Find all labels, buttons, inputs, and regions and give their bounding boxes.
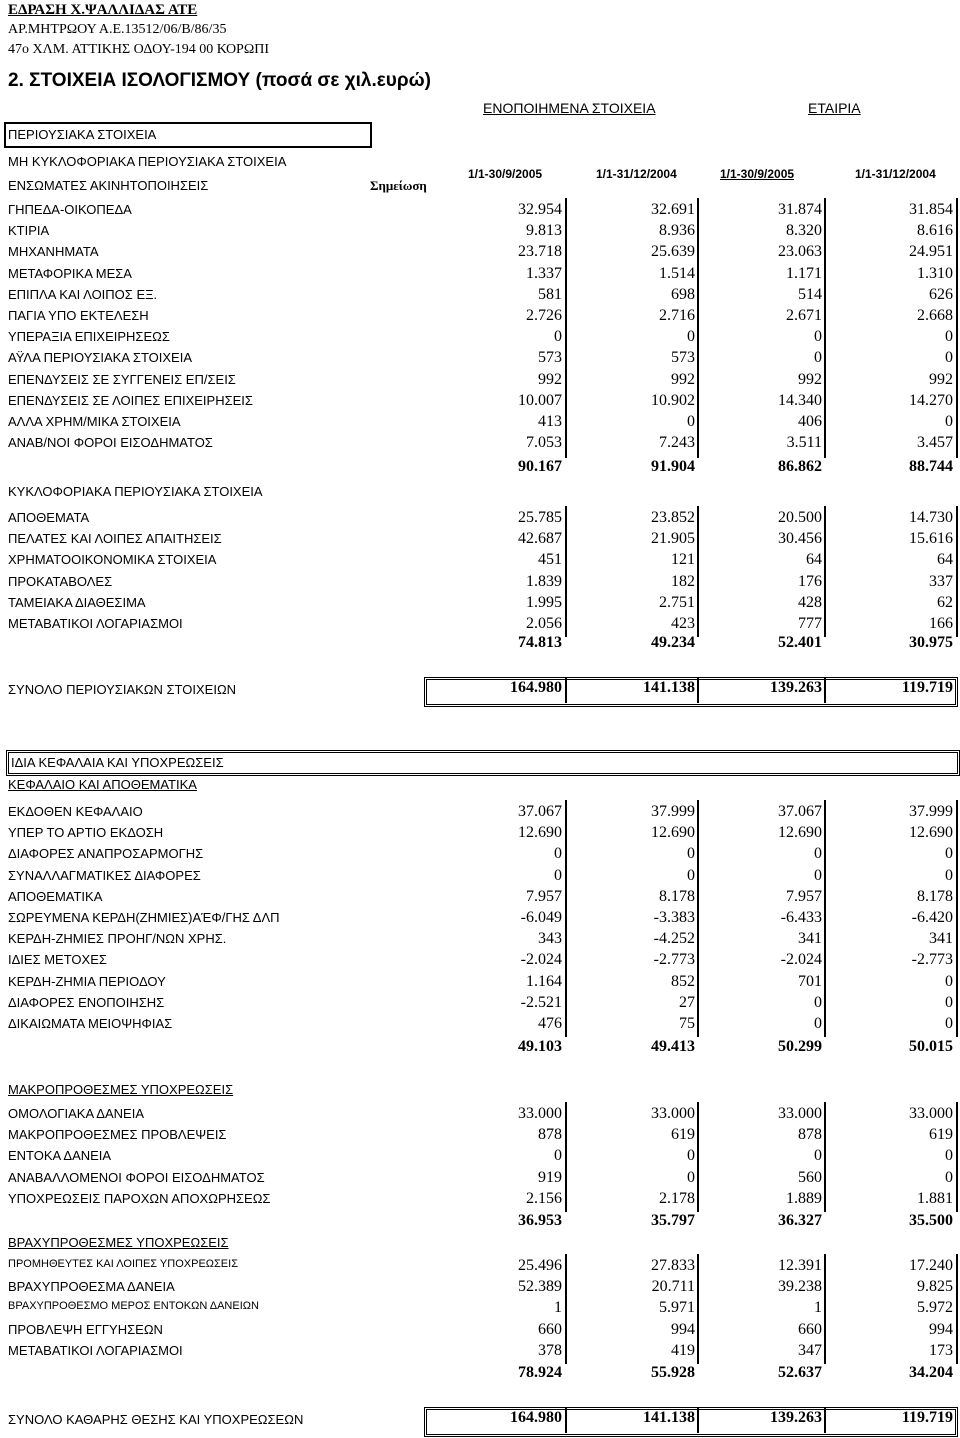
row-label: ΑΠΟΘΕΜΑΤΙΚΑ [8,888,103,904]
total-equity-liabilities-col-1: 164.980 [510,1409,562,1426]
column-divider [565,1408,567,1433]
row-value-col-2: 0 [687,845,695,863]
row-value-col-4: 626 [929,285,953,303]
row-label: ΤΑΜΕΙΑΚΑ ΔΙΑΘΕΣΙΜΑ [8,594,146,610]
row-value-col-4: 1.881 [917,1189,953,1207]
column-divider [565,678,567,703]
row-label: ΜΗΧΑΝΗΜΑΤΑ [8,244,99,260]
row-value-col-1: 451 [538,551,562,569]
row-value-col-4: 62 [937,593,953,611]
column-divider [697,506,699,637]
row-value-col-3: 777 [798,615,822,632]
row-value-col-1: 0 [554,845,562,863]
row-label: ΕΝΤΟΚΑ ΔΑΝΕΙΑ [8,1148,112,1164]
row-value-col-2: 0 [687,1147,695,1165]
column-divider [697,198,699,458]
row-value-col-4: 0 [945,1147,953,1165]
total-assets-label: ΣΥΝΟΛΟ ΠΕΡΙΟΥΣΙΑΚΩΝ ΣΤΟΙΧΕΙΩΝ [8,682,237,697]
row-value-col-3: 2.671 [786,307,822,324]
column-divider [697,1102,699,1212]
row-value-col-1: 25.496 [518,1257,562,1274]
row-value-col-1: 52.389 [518,1278,562,1296]
row-value-col-3: 31.874 [778,201,822,218]
row-value-col-2: 121 [671,551,695,569]
row-value-col-1: 919 [538,1168,562,1186]
row-label: ΚΕΡΔΗ-ΖΗΜΙΕΣ ΠΡΟΗΓ/ΝΩΝ ΧΡΗΣ. [8,931,227,947]
subtotal-non-current-col-3: 86.862 [778,458,822,475]
row-label: ΥΠΕΡΑΞΙΑ ΕΠΙΧΕΙΡΗΣΕΩΣ [8,329,170,345]
row-value-col-1: 32.954 [518,201,562,218]
row-value-col-2: 423 [671,615,695,632]
row-value-col-1: 573 [538,349,562,367]
row-value-col-2: 852 [671,972,695,990]
row-value-col-3: 1.171 [786,264,822,282]
subtotal-equity-col-4: 50.015 [909,1038,953,1055]
row-value-col-2: 0 [687,866,695,884]
row-value-col-4: 0 [945,413,953,430]
row-value-col-2: 2.716 [659,307,695,324]
total-assets-col-2: 141.138 [643,679,695,696]
row-value-col-2: 21.905 [651,530,695,548]
row-value-col-3: 1 [814,1299,822,1317]
period-header-4: 1/1-31/12/2004 [855,167,936,181]
row-value-col-4: 64 [937,551,953,569]
row-value-col-2: 573 [671,349,695,367]
row-label: ΑΫΛΑ ΠΕΡΙΟΥΣΙΑΚΑ ΣΤΟΙΧΕΙΑ [8,350,193,366]
total-equity-liabilities-col-4: 119.719 [901,1409,953,1426]
note-column-label: Σημείωση [370,178,427,193]
row-label: ΣΥΝΑΛΛΑΓΜΑΤΙΚΕΣ ΔΙΑΦΟΡΕΣ [8,867,201,883]
column-divider [824,800,826,1037]
row-value-col-3: 0 [814,866,822,884]
row-value-col-4: 0 [945,866,953,884]
row-value-col-1: 1.164 [526,972,562,990]
row-value-col-2: 0 [687,1168,695,1186]
row-label: ΔΙΑΦΟΡΕΣ ΕΝΟΠΟΙΗΣΗΣ [8,994,165,1010]
row-value-col-2: 20.711 [651,1278,695,1296]
row-label: ΥΠΕΡ ΤΟ ΑΡΤΙΟ ΕΚΔΟΣΗ [8,825,164,841]
row-value-col-2: 2.751 [659,593,695,611]
row-value-col-1: 23.718 [518,243,562,261]
row-value-col-1: 378 [538,1341,562,1359]
subtotal-non-current-col-4: 88.744 [909,458,953,475]
row-value-col-4: 1.310 [917,264,953,282]
row-value-col-2: 27 [679,993,695,1011]
row-label: ΒΡΑΧΥΠΡΟΘΕΣΜΑ ΔΑΝΕΙΑ [8,1279,175,1295]
row-value-col-4: 341 [929,930,953,948]
row-value-col-3: 0 [814,1147,822,1165]
subtotal-current-col-2: 49.234 [651,634,695,651]
row-value-col-3: 0 [814,1015,822,1032]
row-value-col-4: 992 [929,370,953,388]
subtotal-short-term-col-3: 52.637 [778,1364,822,1381]
row-value-col-4: 3.457 [917,434,953,452]
row-value-col-2: 32.691 [651,201,695,218]
subtotal-long-term-col-2: 35.797 [651,1212,695,1229]
row-label: ΙΔΙΕΣ ΜΕΤΟΧΕΣ [8,952,107,968]
column-divider [565,800,567,1037]
row-value-col-3: -2.024 [780,951,822,969]
row-value-col-4: -6.420 [911,909,953,926]
row-value-col-3: 406 [798,413,822,430]
row-value-col-4: 5.972 [917,1299,953,1317]
row-value-col-2: 27.833 [651,1257,695,1274]
row-value-col-1: 2.726 [526,307,562,324]
section-title: 2. ΣΤΟΙΧΕΙΑ ΙΣΟΛΟΓΙΣΜΟΥ (ποσά σε χιλ.ευρώ) [8,70,431,91]
row-label: ΚΤΙΡΙΑ [8,223,50,239]
row-value-col-3: 0 [814,845,822,863]
column-divider [697,1254,699,1364]
period-header-3: 1/1-30/9/2005 [720,167,795,181]
column-divider [565,506,567,637]
row-value-col-4: 619 [929,1126,953,1144]
total-assets-col-3: 139.263 [770,679,822,696]
row-value-col-3: 64 [806,551,822,569]
row-value-col-2: 23.852 [651,509,695,526]
row-value-col-2: 10.902 [651,391,695,409]
column-divider [697,678,699,703]
row-value-col-1: 1.337 [526,264,562,282]
row-label: ΑΝΑΒΑΛΛΟΜΕΝΟΙ ΦΟΡΟΙ ΕΙΣΟΔΗΜΑΤΟΣ [8,1169,265,1185]
equity-header: ΚΕΦΑΛΑΙΟ ΚΑΙ ΑΠΟΘΕΜΑΤΙΚΑ [8,777,197,792]
equity-liabilities-header: ΙΔΙΑ ΚΕΦΑΛΑΙΑ ΚΑΙ ΥΠΟΧΡΕΩΣΕΙΣ [6,750,960,776]
column-divider [565,1254,567,1364]
row-value-col-3: 12.690 [778,824,822,842]
column-divider [565,198,567,458]
row-value-col-4: 31.854 [909,201,953,218]
column-divider [956,1254,958,1364]
total-assets-col-1: 164.980 [510,679,562,696]
row-value-col-2: 992 [671,370,695,388]
row-value-col-2: -4.252 [653,930,695,948]
row-label: ΑΠΟΘΕΜΑΤΑ [8,510,90,525]
row-value-col-3: 39.238 [778,1278,822,1296]
row-value-col-4: 24.951 [909,243,953,261]
row-value-col-3: 428 [798,593,822,611]
short-term-liabilities-header: ΒΡΑΧΥΠΡΟΘΕΣΜΕΣ ΥΠΟΧΡΕΩΣΕΙΣ [8,1235,229,1250]
row-label: ΠΡΟΚΑΤΑΒΟΛΕΣ [8,573,113,589]
subtotal-equity-col-2: 49.413 [651,1038,695,1055]
row-value-col-2: 7.243 [659,434,695,452]
total-equity-liabilities-col-3: 139.263 [770,1409,822,1426]
non-current-assets-header: ΜΗ ΚΥΚΛΟΦΟΡΙΑΚΑ ΠΕΡΙΟΥΣΙΑΚΑ ΣΤΟΙΧΕΙΑ [8,154,287,169]
row-value-col-1: 660 [538,1320,562,1338]
row-value-col-4: 8.178 [917,887,953,905]
column-divider [956,1102,958,1212]
tangible-assets-header: ΕΝΣΩΜΑΤΕΣ ΑΚΙΝΗΤΟΠΟΙΗΣΕΙΣ [8,178,209,193]
row-label: ΔΙΑΦΟΡΕΣ ΑΝΑΠΡΟΣΑΡΜΟΓΗΣ [8,846,204,862]
row-value-col-2: 8.936 [659,222,695,240]
row-value-col-3: 660 [798,1320,822,1338]
row-value-col-1: 42.687 [518,530,562,548]
row-value-col-1: 12.690 [518,824,562,842]
row-value-col-3: 341 [798,930,822,948]
row-value-col-1: 878 [538,1126,562,1144]
row-value-col-4: 0 [945,993,953,1011]
row-value-col-1: 7.053 [526,434,562,452]
row-value-col-2: 619 [671,1126,695,1144]
subtotal-non-current-col-1: 90.167 [518,458,562,475]
row-value-col-4: 0 [945,845,953,863]
row-label: ΜΑΚΡΟΠΡΟΘΕΣΜΕΣ ΠΡΟΒΛΕΨΕΙΣ [8,1127,227,1143]
row-value-col-3: 30.456 [778,530,822,548]
row-value-col-4: 12.690 [909,824,953,842]
row-value-col-4: 17.240 [909,1257,953,1274]
column-divider [824,1102,826,1212]
company-address: 47ο ΧΛΜ. ΑΤΤΙΚΗΣ ΟΔΟΥ-194 00 ΚΟΡΩΠΙ [8,42,270,57]
row-value-col-4: 0 [945,972,953,990]
row-value-col-1: 413 [538,413,562,430]
subtotal-non-current-col-2: 91.904 [651,458,695,475]
row-value-col-4: 173 [929,1341,953,1359]
row-value-col-1: -2.024 [520,951,562,969]
row-label: ΔΙΚΑΙΩΜΑΤΑ ΜΕΙΟΨΗΦΙΑΣ [8,1016,173,1031]
row-value-col-3: 0 [814,993,822,1011]
row-value-col-2: 2.178 [659,1189,695,1207]
subtotal-equity-col-3: 50.299 [778,1038,822,1055]
row-value-col-2: 698 [671,285,695,303]
subtotal-short-term-col-2: 55.928 [651,1364,695,1381]
row-value-col-1: 10.007 [518,391,562,409]
row-value-col-3: 560 [798,1168,822,1186]
row-value-col-3: 0 [814,349,822,367]
row-value-col-1: 0 [554,866,562,884]
subtotal-short-term-col-4: 34.204 [909,1364,953,1381]
row-value-col-3: 37.067 [778,803,822,820]
row-value-col-4: 9.825 [917,1278,953,1296]
row-value-col-4: 0 [945,328,953,346]
row-value-col-1: 476 [538,1015,562,1032]
row-value-col-4: 2.668 [917,307,953,324]
row-value-col-4: 0 [945,1168,953,1186]
row-value-col-2: -2.773 [653,951,695,969]
row-label: ΓΗΠΕΔΑ-ΟΙΚΟΠΕΔΑ [8,202,132,217]
row-value-col-4: 0 [945,1015,953,1032]
row-label: ΑΝΑΒ/ΝΟΙ ΦΟΡΟΙ ΕΙΣΟΔΗΜΑΤΟΣ [8,435,213,451]
row-value-col-3: 347 [798,1341,822,1359]
company-name: ΕΔΡΑΣΗ Χ.ΨΑΛΛΙΔΑΣ ΑΤΕ [8,2,198,18]
row-value-col-2: 75 [679,1015,695,1032]
row-value-col-2: 0 [687,413,695,430]
column-divider [824,1254,826,1364]
subtotal-long-term-col-4: 35.500 [909,1212,953,1229]
row-value-col-4: 337 [929,572,953,590]
subtotal-current-col-1: 74.813 [518,634,562,651]
row-value-col-3: 23.063 [778,243,822,261]
row-value-col-1: 1 [554,1299,562,1317]
row-value-col-4: 166 [929,615,953,632]
row-value-col-4: 14.270 [909,391,953,409]
subtotal-short-term-col-1: 78.924 [518,1364,562,1381]
row-value-col-3: 992 [798,370,822,388]
row-value-col-4: 15.616 [909,530,953,548]
row-value-col-3: 3.511 [786,434,822,452]
column-divider [956,506,958,637]
column-divider [697,1408,699,1433]
row-value-col-1: 9.813 [526,222,562,240]
row-value-col-4: 0 [945,349,953,367]
row-value-col-3: 0 [814,328,822,346]
row-value-col-3: 1.889 [786,1189,822,1207]
row-value-col-1: 1.995 [526,593,562,611]
row-value-col-2: 37.999 [651,803,695,820]
row-value-col-4: 994 [929,1320,953,1338]
row-value-col-3: 33.000 [778,1105,822,1122]
column-divider [824,1408,826,1433]
row-value-col-3: 7.957 [786,887,822,905]
row-value-col-4: -2.773 [911,951,953,969]
total-assets-col-4: 119.719 [901,679,953,696]
subtotal-equity-col-1: 49.103 [518,1038,562,1055]
row-value-col-1: 1.839 [526,572,562,590]
row-label: ΠΡΟΒΛΕΨΗ ΕΓΓΥΗΣΕΩΝ [8,1321,163,1337]
row-value-col-1: 0 [554,328,562,346]
row-label: ΜΕΤΑΒΑΤΙΚΟΙ ΛΟΓΑΡΙΑΣΜΟΙ [8,1342,183,1358]
row-value-col-3: 8.320 [786,222,822,240]
total-equity-liabilities-col-2: 141.138 [643,1409,695,1426]
row-label: ΕΚΔΟΘΕΝ ΚΕΦΑΛΑΙΟ [8,804,143,819]
current-assets-header: ΚΥΚΛΟΦΟΡΙΑΚΑ ΠΕΡΙΟΥΣΙΑΚΑ ΣΤΟΙΧΕΙΑ [8,484,263,499]
row-label: ΜΕΤΑΦΟΡΙΚΑ ΜΕΣΑ [8,265,132,281]
row-value-col-2: 419 [671,1341,695,1359]
row-label: ΟΜΟΛΟΓΙΑΚΑ ΔΑΝΕΙΑ [8,1106,144,1121]
row-value-col-3: 14.340 [778,391,822,409]
row-value-col-1: 25.785 [518,509,562,526]
row-label: ΥΠΟΧΡΕΩΣΕΙΣ ΠΑΡΟΧΩΝ ΑΠΟΧΩΡΗΣΕΩΣ [8,1190,271,1206]
row-value-col-1: 2.156 [526,1189,562,1207]
row-value-col-1: 343 [538,930,562,948]
row-label: ΕΠΙΠΛΑ ΚΑΙ ΛΟΙΠΟΣ ΕΞ. [8,286,158,302]
column-divider [824,678,826,703]
row-value-col-1: 37.067 [518,803,562,820]
column-divider [824,198,826,458]
row-label: ΧΡΗΜΑΤΟΟΙΚΟΝΟΜΙΚΑ ΣΤΟΙΧΕΙΑ [8,552,217,568]
row-value-col-1: 0 [554,1147,562,1165]
row-value-col-2: 5.971 [659,1299,695,1317]
row-value-col-4: 33.000 [909,1105,953,1122]
assets-header: ΠΕΡΙΟΥΣΙΑΚΑ ΣΤΟΙΧΕΙΑ [4,122,372,148]
row-label: ΚΕΡΔΗ-ΖΗΜΙΑ ΠΕΡΙΟΔΟΥ [8,973,166,989]
row-label: ΠΡΟΜΗΘΕΥΤΕΣ ΚΑΙ ΛΟΙΠΕΣ ΥΠΟΧΡΕΩΣΕΙΣ [8,1258,238,1270]
column-group-consolidated: ΕΝΟΠΟΙΗΜΕΝΑ ΣΤΟΙΧΕΙΑ [483,100,656,116]
subtotal-long-term-col-3: 36.327 [778,1212,822,1229]
row-label: ΜΕΤΑΒΑΤΙΚΟΙ ΛΟΓΑΡΙΑΣΜΟΙ [8,616,183,631]
row-value-col-2: 1.514 [659,264,695,282]
row-label: ΕΠΕΝΔΥΣΕΙΣ ΣΕ ΣΥΓΓΕΝΕΙΣ ΕΠ/ΣΕΙΣ [8,371,236,387]
period-header-1: 1/1-30/9/2005 [468,167,543,181]
row-value-col-3: 12.391 [778,1257,822,1274]
row-value-col-3: 20.500 [778,509,822,526]
row-value-col-1: 2.056 [526,615,562,632]
subtotal-long-term-col-1: 36.953 [518,1212,562,1229]
row-value-col-1: 992 [538,370,562,388]
row-value-col-4: 8.616 [917,222,953,240]
row-value-col-3: 176 [798,572,822,590]
row-value-col-2: 994 [671,1320,695,1338]
period-header-2: 1/1-31/12/2004 [596,167,677,181]
row-value-col-2: 0 [687,328,695,346]
row-value-col-3: 514 [798,285,822,303]
row-value-col-2: 182 [671,572,695,590]
company-registration: ΑΡ.ΜΗΤΡΩΟΥ Α.Ε.13512/06/Β/86/35 [8,22,227,37]
row-value-col-2: 25.639 [651,243,695,261]
row-value-col-4: 37.999 [909,803,953,820]
row-label: ΒΡΑΧΥΠΡΟΘΕΣΜΟ ΜΕΡΟΣ ΕΝΤΟΚΩΝ ΔΑΝΕΙΩΝ [8,1300,259,1313]
row-value-col-1: 33.000 [518,1105,562,1122]
row-label: ΣΩΡΕΥΜΕΝΑ ΚΕΡΔΗ(ΖΗΜΙΕΣ)ΑΈΦ/ΓΗΣ ΔΛΠ [8,910,280,925]
column-divider [956,800,958,1037]
row-value-col-2: -3.383 [653,909,695,926]
row-value-col-3: -6.433 [780,909,822,926]
row-value-col-2: 33.000 [651,1105,695,1122]
column-divider [565,1102,567,1212]
column-divider [697,800,699,1037]
column-divider [824,506,826,637]
row-value-col-2: 12.690 [651,824,695,842]
total-equity-liabilities-label: ΣΥΝΟΛΟ ΚΑΘΑΡΗΣ ΘΕΣΗΣ ΚΑΙ ΥΠΟΧΡΕΩΣΕΩΝ [8,1412,304,1427]
row-label: ΠΕΛΑΤΕΣ ΚΑΙ ΛΟΙΠΕΣ ΑΠΑΙΤΗΣΕΙΣ [8,531,222,547]
column-divider [956,198,958,458]
row-value-col-3: 878 [798,1126,822,1144]
row-value-col-3: 701 [798,972,822,990]
column-group-company: ΕΤΑΙΡΙΑ [808,100,861,116]
row-value-col-1: 7.957 [526,887,562,905]
row-value-col-4: 14.730 [909,509,953,526]
row-value-col-1: 581 [538,285,562,303]
row-label: ΠΑΓΙΑ ΥΠΟ ΕΚΤΕΛΕΣΗ [8,308,149,323]
row-label: ΑΛΛΑ ΧΡΗΜ/ΜΙΚΑ ΣΤΟΙΧΕΙΑ [8,414,181,429]
row-label: ΕΠΕΝΔΥΣΕΙΣ ΣΕ ΛΟΙΠΕΣ ΕΠΙΧΕΙΡΗΣΕΙΣ [8,392,253,408]
subtotal-current-col-3: 52.401 [778,634,822,651]
subtotal-current-col-4: 30.975 [909,634,953,651]
row-value-col-1: -6.049 [520,909,562,926]
long-term-liabilities-header: ΜΑΚΡΟΠΡΟΘΕΣΜΕΣ ΥΠΟΧΡΕΩΣΕΙΣ [8,1082,234,1097]
row-value-col-2: 8.178 [659,887,695,905]
row-value-col-1: -2.521 [520,993,562,1011]
